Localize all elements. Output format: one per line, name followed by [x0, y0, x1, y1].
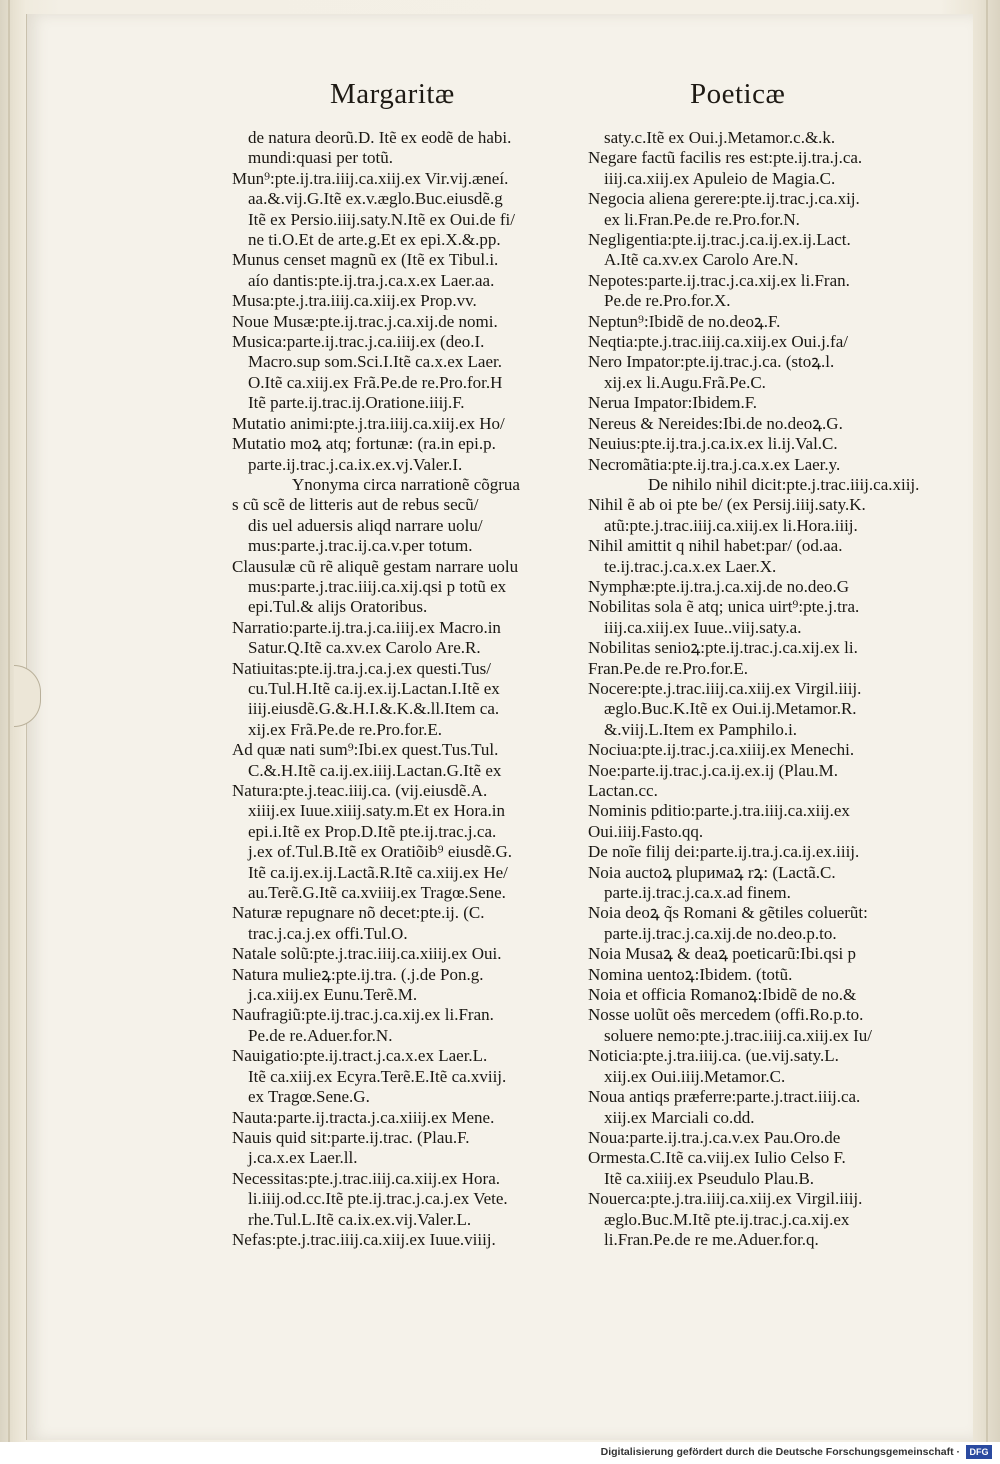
text-line: Neqtia:pte.j.trac.iiĳ.ca.xiĳ.ex Oui.j.fa/ — [588, 332, 848, 352]
text-line: li.Fran.Pe.de re me.Aduer.for.q. — [604, 1229, 819, 1249]
text-line: xĳ.ex li.Augu.Frã.Pe.C. — [604, 372, 766, 392]
text-line: Nobilitas senioꝝ:pte.ĳ.trac.j.ca.xĳ.ex li. — [588, 638, 858, 658]
text-line: Nauis quid sit:parte.ĳ.trac. (Plau.F. — [232, 1127, 470, 1147]
text-line: Nominis pditio:parte.j.tra.iiĳ.ca.xiĳ.ex — [588, 801, 850, 821]
text-line: xiĳ.ex Oui.iiĳ.Metamor.C. — [604, 1066, 786, 1086]
text-line: au.Terẽ.G.Itẽ ca.xviiĳ.ex Tragœ.Sene. — [248, 883, 506, 903]
text-line: Nauta:parte.ĳ.tracta.j.ca.xiiĳ.ex Mene. — [232, 1107, 495, 1127]
text-line: Nosse uolũt oẽs mercedem (offi.Ro.p.to. — [588, 1005, 864, 1025]
left-text-column — [232, 128, 572, 1250]
text-line: Itẽ ca.xiĳ.ex Ecyra.Terẽ.E.Itẽ ca.xviĳ. — [248, 1066, 507, 1086]
text-line: Lactan.cc. — [588, 781, 658, 800]
book-edge-right — [986, 0, 988, 1442]
text-line: Noe:parte.ĳ.trac.j.ca.ĳ.ex.ĳ (Plau.M. — [588, 760, 839, 780]
text-line: ex li.Fran.Pe.de re.Pro.for.N. — [604, 209, 800, 229]
text-line: Noia auctoꝝ pluримaꝝ rꝝ: (Lactã.C. — [588, 862, 836, 882]
text-line: Noua:parte.ĳ.tra.j.ca.v.ex Pau.Oro.de — [588, 1127, 841, 1147]
text-line: Clausulæ cũ rẽ aliquẽ gestam narrare uolu — [232, 556, 519, 576]
text-line: Satur.Q.Itẽ ca.xv.ex Carolo Are.R. — [248, 638, 481, 658]
text-line: Pe.de re.Aduer.for.N. — [248, 1025, 393, 1045]
text-line: xiĳ.ex Marciali co.dd. — [604, 1107, 755, 1127]
text-line: atũ:pte.j.trac.iiĳ.ca.xiĳ.ex li.Hora.iiĳ. — [604, 515, 858, 535]
text-line: Natale solũ:pte.j.trac.iiĳ.ca.xiiĳ.ex Oui. — [232, 944, 502, 964]
text-line: mus:parte.j.trac.ĳ.ca.v.per totum. — [248, 536, 473, 556]
text-line: æglo.Buc.K.Itẽ ex Oui.ĳ.Metamor.R. — [604, 699, 857, 719]
text-line: Natiuitas:pte.ĳ.tra.j.ca.j.ex questi.Tus/ — [232, 658, 492, 678]
dfg-logo: DFG — [966, 1445, 992, 1459]
text-line: Ormesta.C.Itẽ ca.viĳ.ex Iulio Celso F. — [588, 1148, 846, 1168]
text-line: Nomina uentoꝝ:Ibidem. (totũ. — [588, 964, 793, 984]
text-line: dis uel aduersis aliqd narrare uolu/ — [248, 515, 483, 535]
book-edge — [8, 0, 10, 1442]
text-line: Noticia:pte.j.tra.iiĳ.ca. (ue.vĳ.saty.L. — [588, 1046, 839, 1066]
text-line: Nerua Impator:Ibidem.F. — [588, 393, 758, 413]
text-line: Natura:pte.j.teac.iiĳ.ca. (vĳ.eiusdẽ.A. — [232, 781, 488, 800]
text-line: Necromãtia:pte.ĳ.tra.j.ca.x.ex Laer.y. — [588, 454, 841, 474]
text-line: j.ca.x.ex Laer.ll. — [248, 1148, 358, 1168]
text-line: Noia Musaꝝ & deaꝝ poeticarũ:Ibi.qsi p — [588, 944, 856, 964]
text-line: Noia deoꝝ q̃s Romani & gẽtiles coluerũt: — [588, 903, 868, 923]
text-line: Negare factũ facilis res est:pte.ĳ.tra.j.ca. — [588, 148, 863, 168]
text-line: Natura mulieꝝ:pte.ĳ.tra. (.j.de Pon.g. — [232, 964, 484, 984]
text-line: Nociua:pte.ĳ.trac.j.ca.xiiĳ.ex Menechi. — [588, 740, 855, 760]
text-line: Nefas:pte.j.trac.iiĳ.ca.xiĳ.ex Iuue.viiĳ. — [232, 1229, 496, 1249]
text-line: Macro.sup som.Sci.I.Itẽ ca.x.ex Laer. — [248, 352, 502, 372]
text-line: Itẽ ca.ĳ.ex.ĳ.Lactã.R.Itẽ ca.xiĳ.ex He/ — [248, 862, 508, 882]
text-line: Itẽ ex Persio.iiĳ.saty.N.Itẽ ex Oui.de fi/ — [248, 209, 515, 229]
text-line: Naufragiũ:pte.ĳ.trac.j.ca.xĳ.ex li.Fran. — [232, 1005, 494, 1025]
text-line: rhe.Tul.L.Itẽ ca.ix.ex.vĳ.Valer.L. — [248, 1209, 472, 1229]
text-line: Nymphæ:pte.ĳ.tra.j.ca.xĳ.de no.deo.G — [588, 576, 849, 596]
text-line: iiĳ.ca.xiĳ.ex Iuue..viĳ.saty.a. — [604, 617, 802, 637]
text-line: epi.Tul.& alĳs Oratoribus. — [248, 597, 428, 617]
text-line: &.viĳ.L.Item ex Pamphilo.i. — [604, 719, 798, 739]
text-line: te.ĳ.trac.j.ca.x.ex Laer.X. — [604, 556, 777, 576]
text-line: parte.ĳ.trac.j.ca.ix.ex.vj.Valer.I. — [248, 454, 463, 474]
text-line: Musa:pte.j.tra.iiĳ.ca.xiĳ.ex Prop.vv. — [232, 291, 477, 311]
text-line: Nocere:pte.j.trac.iiĳ.ca.xiĳ.ex Virgil.iiĳ. — [588, 678, 862, 698]
text-line: s cũ scẽ de litteris aut de rebus secũ/ — [232, 495, 479, 515]
right-text-column — [588, 128, 926, 1250]
text-line: Nihil ẽ ab oi pte be/ (ex Persĳ.iiĳ.saty.K. — [588, 495, 866, 515]
text-line: Ad quæ nati sum⁹:Ibi.ex quest.Tus.Tul. — [232, 740, 499, 760]
text-line: Noia et officia Romanoꝝ:Ibidẽ de no.& — [588, 985, 857, 1005]
text-line: Negligentia:pte.ĳ.trac.j.ca.ĳ.ex.ĳ.Lact. — [588, 230, 851, 250]
text-line: Noua antiqs præferre:parte.j.tract.iiĳ.ca. — [588, 1087, 861, 1107]
text-line: soluere nemo:pte.j.trac.iiĳ.ca.xiĳ.ex Iu/ — [604, 1025, 873, 1045]
running-head-right: Poeticæ — [690, 78, 786, 110]
text-line: iiĳ.ca.xiĳ.ex Apuleio de Magia.C. — [604, 168, 836, 188]
text-line: De nihilo nihil dicit:pte.j.trac.iiĳ.ca.xiĳ. — [648, 474, 920, 494]
text-line: Narratio:parte.ĳ.tra.j.ca.iiĳ.ex Macro.in — [232, 617, 501, 637]
text-line: O.Itẽ ca.xiĳ.ex Frã.Pe.de re.Pro.for.H — [248, 372, 503, 392]
text-line: Mun⁹:pte.ĳ.tra.iiĳ.ca.xiĳ.ex Vir.vĳ.æneí. — [232, 168, 509, 188]
text-line: Nauigatio:pte.ĳ.tract.j.ca.x.ex Laer.L. — [232, 1046, 488, 1066]
text-line: Nihil amittit q nihil habet:par/ (od.aa. — [588, 536, 843, 556]
text-line: Itẽ ca.xiiĳ.ex Pseudulo Plau.B. — [604, 1168, 815, 1188]
text-line: aío dantis:pte.ĳ.tra.j.ca.x.ex Laer.aa. — [248, 270, 495, 290]
text-line: parte.ĳ.trac.j.ca.x.ad finem. — [604, 883, 791, 903]
text-line: trac.j.ca.j.ex offi.Tul.O. — [248, 923, 408, 943]
text-line: de natura deorũ.D. Itẽ ex eodẽ de habi. — [248, 128, 512, 147]
text-line: parte.ĳ.trac.j.ca.xĳ.de no.deo.p.to. — [604, 923, 837, 943]
text-line: Nepotes:parte.ĳ.trac.j.ca.xĳ.ex li.Fran. — [588, 270, 850, 290]
text-line: Itẽ parte.ĳ.trac.ĳ.Oratione.iiĳ.F. — [248, 393, 465, 413]
text-line: Munus censet magnũ ex (Itẽ ex Tibul.i. — [232, 250, 499, 270]
text-line: j.ca.xiĳ.ex Eunu.Terẽ.M. — [248, 985, 418, 1005]
text-line: C.&.H.Itẽ ca.ĳ.ex.iiĳ.Lactan.G.Itẽ ex — [248, 760, 502, 780]
text-line: Naturæ repugnare nõ decet:pte.ĳ. (C. — [232, 903, 485, 923]
text-line: Mutatio moꝝ atq; fortunæ: (ra.in epi.p. — [232, 434, 496, 454]
text-line: Noue Musæ:pte.ĳ.trac.j.ca.xĳ.de nomi. — [232, 311, 498, 331]
text-line: j.ex of.Tul.B.Itẽ ex Oratiõib⁹ eiusdẽ.G. — [248, 842, 513, 862]
text-line: Mutatio animi:pte.j.tra.iiĳ.ca.xiĳ.ex Ho/ — [232, 413, 505, 433]
text-line: Neptun⁹:Ibidẽ de no.deoꝝ.F. — [588, 311, 781, 331]
text-line: De noĩe filĳ dei:parte.ĳ.tra.j.ca.ĳ.ex.iiĳ. — [588, 842, 860, 862]
text-line: Necessitas:pte.j.trac.iiĳ.ca.xiĳ.ex Hora. — [232, 1168, 501, 1188]
text-line: Musica:parte.ĳ.trac.j.ca.iiĳ.ex (deo.I. — [232, 332, 485, 352]
text-line: xiiĳ.ex Iuue.xiiĳ.saty.m.Et ex Hora.in — [248, 801, 506, 821]
text-line: æglo.Buc.M.Itẽ pte.ĳ.trac.j.ca.xĳ.ex — [604, 1209, 850, 1229]
text-line: li.iiĳ.od.cc.Itẽ pte.ĳ.trac.j.ca.j.ex Vete. — [248, 1189, 508, 1209]
text-line: saty.c.Itẽ ex Oui.j.Metamor.c.&.k. — [604, 128, 836, 147]
text-line: Nero Impator:pte.ĳ.trac.j.ca. (stoꝝ.l. — [588, 352, 835, 372]
text-line: Nereus & Nereides:Ibi.de no.deoꝝ.G. — [588, 413, 843, 433]
text-line: ex Tragœ.Sene.G. — [248, 1087, 370, 1107]
text-line: Nouerca:pte.j.tra.iiĳ.ca.xiĳ.ex Virgil.iiĳ. — [588, 1189, 863, 1209]
text-line: ne ti.O.Et de arte.g.Et ex epi.X.&.pp. — [248, 230, 501, 250]
text-line: iiĳ.eiusdẽ.G.&.H.I.&.K.&.ll.Item ca. — [248, 699, 500, 719]
text-line: Oui.iiĳ.Fasto.qq. — [588, 821, 704, 841]
running-head-left: Margaritæ — [330, 78, 455, 110]
text-line: mus:parte.j.trac.iiĳ.ca.xĳ.qsi p totũ ex — [248, 576, 507, 596]
text-line: Fran.Pe.de re.Pro.for.E. — [588, 658, 749, 678]
footer-credit: Digitalisierung gefördert durch die Deutsche Forschungsgemeinschaft · — [600, 1446, 960, 1458]
text-line: epi.i.Itẽ ex Prop.D.Itẽ pte.ĳ.trac.j.ca. — [248, 821, 497, 841]
text-line: Ynonyma circa narrationẽ cõgrua — [292, 474, 520, 494]
text-line: A.Itẽ ca.xv.ex Carolo Are.N. — [604, 250, 799, 270]
text-line: cu.Tul.H.Itẽ ca.ĳ.ex.ĳ.Lactan.I.Itẽ ex — [248, 678, 500, 698]
text-line: Negocia aliena gerere:pte.ĳ.trac.j.ca.xĳ. — [588, 189, 860, 209]
text-line: mundi:quasi per totũ. — [248, 148, 393, 168]
text-line: Pe.de re.Pro.for.X. — [604, 291, 731, 311]
text-line: xĳ.ex Frã.Pe.de re.Pro.for.E. — [248, 719, 442, 739]
text-line: Neuius:pte.ĳ.tra.j.ca.ix.ex li.ĳ.Val.C. — [588, 434, 838, 454]
text-line: aa.&.vĳ.G.Itẽ ex.v.æglo.Buc.eiusdẽ.g — [248, 189, 503, 209]
text-line: Nobilitas sola ẽ atq; unica uirt⁹:pte.j.tra. — [588, 597, 860, 617]
